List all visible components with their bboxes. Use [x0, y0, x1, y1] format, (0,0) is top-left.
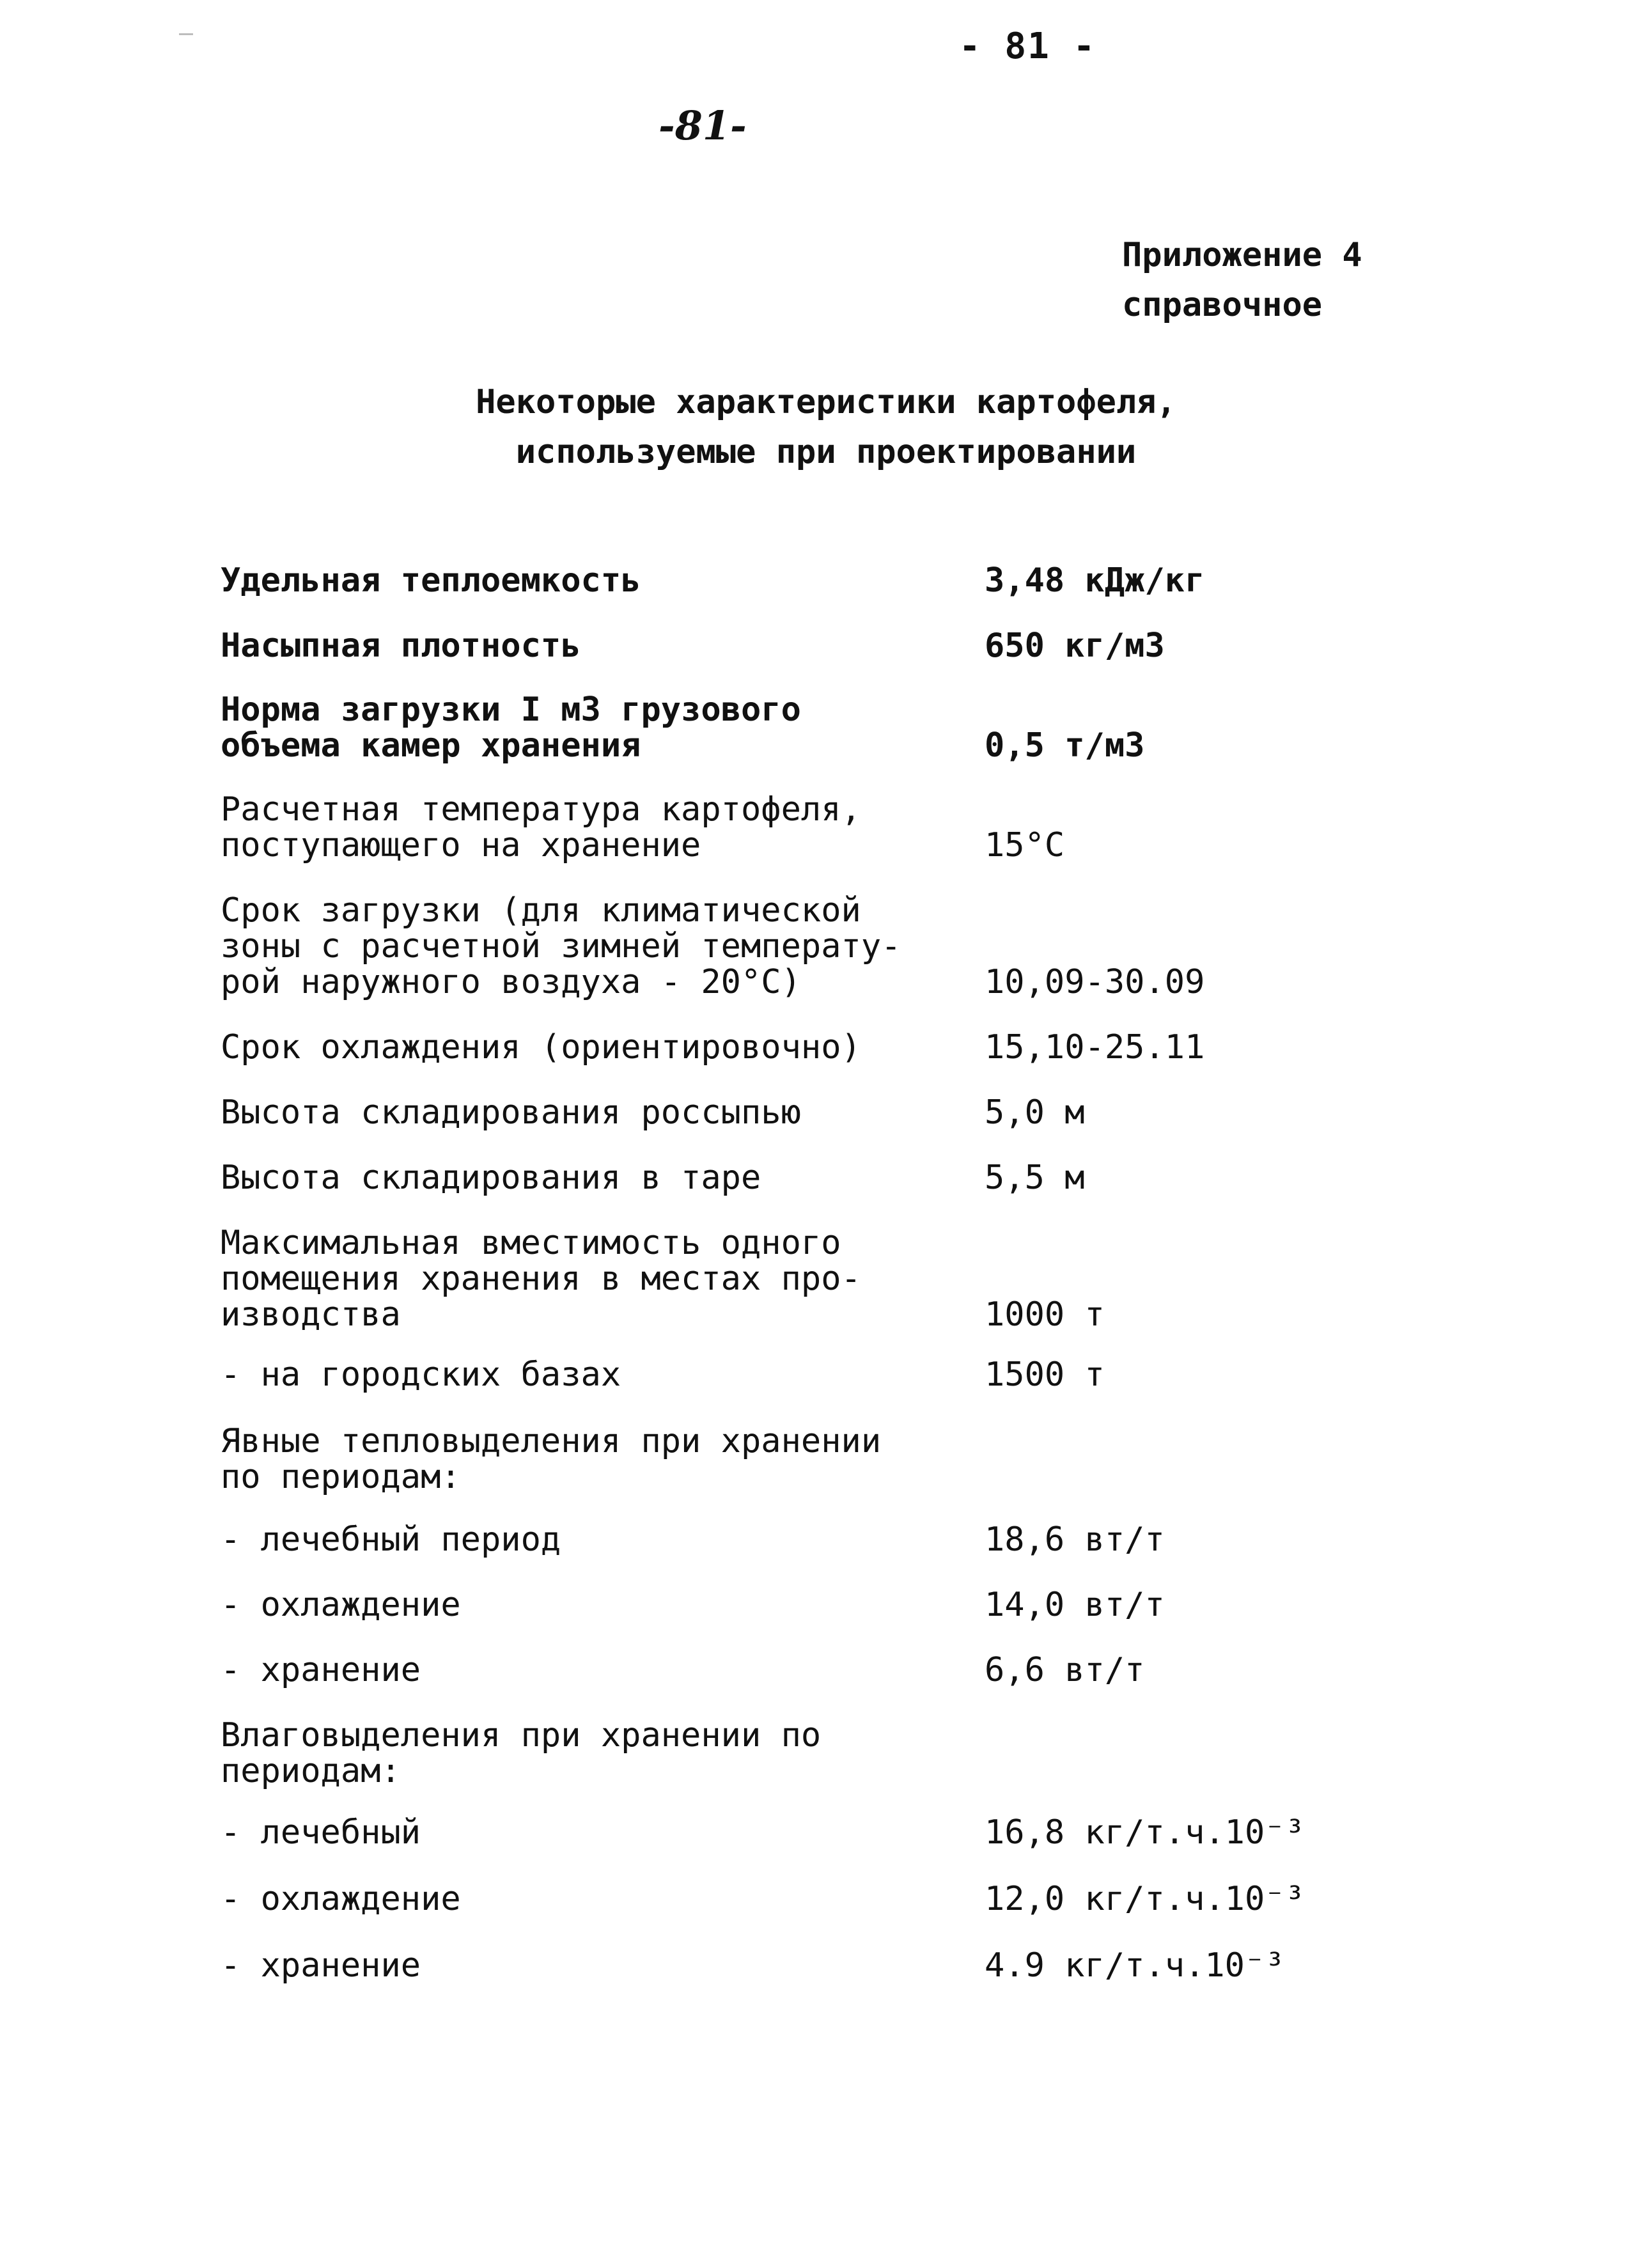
property-row: [221, 1881, 1499, 1917]
property-label: Удельная теплоемкость: [221, 561, 641, 600]
appendix-type: справочное: [1122, 286, 1323, 324]
property-row: [221, 1522, 1499, 1558]
property-row: [221, 1948, 1499, 1983]
property-value: 15°С: [985, 826, 1065, 864]
section-heading-label: Явные тепловыделения при хранении по периодам:: [221, 1422, 882, 1496]
section-heading: [221, 1717, 1499, 1789]
property-row: [221, 1225, 1499, 1333]
property-value: 5,0 м: [985, 1093, 1085, 1132]
property-row: [221, 563, 1499, 598]
property-value: 3,48 кДж/кг: [985, 561, 1205, 600]
property-row: [221, 1815, 1499, 1850]
document-title-line-1: Некоторые характеристики картофеля,: [476, 383, 1176, 421]
property-label: Срок охлаждения (ориентировочно): [221, 1028, 861, 1067]
property-label: - хранение: [221, 1946, 421, 1985]
property-label: Срок загрузки (для климатической зоны с расчетной зимней температу- рой наружного воздуха - 20°С): [221, 891, 901, 1001]
property-row: [221, 792, 1499, 863]
property-label: Насыпная плотность: [221, 627, 581, 665]
property-label: - на городских базах: [221, 1356, 621, 1394]
property-row: [221, 893, 1499, 1000]
property-value: 16,8 кг/т.ч.10⁻³: [985, 1813, 1305, 1852]
section-heading: [221, 1423, 1499, 1495]
page-number-handwritten: -81-: [658, 102, 747, 149]
property-row: [221, 1587, 1499, 1623]
page-number-top: - 81 -: [959, 26, 1096, 67]
property-label: Расчетная температура картофеля, поступающего на хранение: [221, 790, 861, 864]
property-value: 18,6 вт/т: [985, 1520, 1165, 1559]
property-row: [221, 1029, 1499, 1065]
property-value: 12,0 кг/т.ч.10⁻³: [985, 1880, 1305, 1918]
property-value: 4.9 кг/т.ч.10⁻³: [985, 1946, 1285, 1985]
property-value: 6,6 вт/т: [985, 1651, 1145, 1689]
property-value: 650 кг/м3: [985, 627, 1165, 665]
property-value: 5,5 м: [985, 1159, 1085, 1197]
property-label: - хранение: [221, 1651, 421, 1689]
property-value: 15,10-25.11: [985, 1028, 1205, 1067]
property-row: [221, 692, 1499, 763]
property-label: - лечебный: [221, 1813, 421, 1852]
appendix-block: [1122, 230, 1362, 330]
property-row: [221, 628, 1499, 664]
property-row: [221, 1095, 1499, 1130]
property-row: [221, 1160, 1499, 1196]
property-label: Высота складирования россыпью: [221, 1093, 801, 1132]
property-value: 1000 т: [985, 1295, 1105, 1334]
property-label: Максимальная вместимость одного помещения хранения в местах про- изводства: [221, 1224, 861, 1334]
property-value: 0,5 т/м3: [985, 726, 1145, 765]
property-label: Норма загрузки I м3 грузового объема камер хранения: [221, 691, 801, 765]
property-label: Высота складирования в таре: [221, 1159, 761, 1197]
property-label: - лечебный период: [221, 1520, 561, 1559]
property-value: 14,0 вт/т: [985, 1586, 1165, 1624]
property-row: [221, 1652, 1499, 1688]
property-label: - охлаждение: [221, 1880, 461, 1918]
property-label: - охлаждение: [221, 1586, 461, 1624]
property-value: 10,09-30.09: [985, 963, 1205, 1001]
property-row: [221, 1357, 1499, 1393]
section-heading-label: Влаговыделения при хранении по периодам:: [221, 1716, 822, 1790]
scan-mark: [179, 33, 193, 35]
document-title-line-2: используемые при проектировании: [515, 433, 1137, 471]
appendix-label: Приложение 4: [1122, 236, 1362, 274]
document-title: [0, 377, 1652, 477]
property-value: 1500 т: [985, 1356, 1105, 1394]
